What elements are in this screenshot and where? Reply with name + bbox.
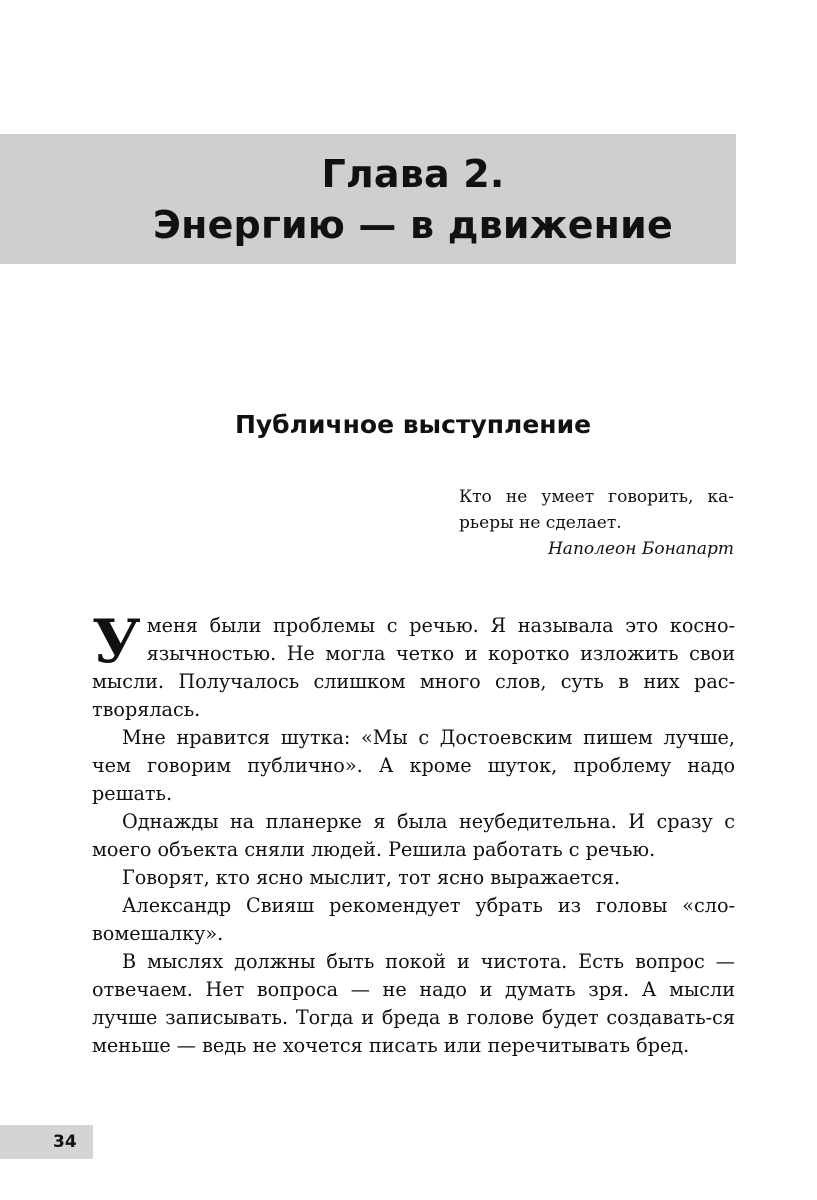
paragraph-1 xyxy=(92,607,735,724)
drop-cap: У xyxy=(92,607,141,677)
section-title: Публичное выступление xyxy=(234,410,592,439)
epigraph xyxy=(459,484,734,562)
page-number-tab xyxy=(0,1125,93,1159)
chapter-heading-band xyxy=(0,134,736,264)
paragraph-5: Александр Свияш рекомендует убрать из головы «сло-вомешалку». xyxy=(92,894,735,945)
page-number: 34 xyxy=(53,1132,77,1152)
paragraph-2: Мне нравится шутка: «Мы с Достоевским пишем лучше, чем говорим публично». А кроме шуток, проблему надо решать. xyxy=(92,726,735,805)
epigraph-quote: Кто не умеет говорить, ка-рьеры не сделает. xyxy=(459,487,734,533)
paragraph-6: В мыслях должны быть покой и чистота. Есть вопрос — отвечаем. Нет вопроса — не надо и думать зря. А мысли лучше записывать. Тогда и бреда в голове будет создавать-ся меньше — ведь не хочется писать или перечитывать бред. xyxy=(92,950,735,1057)
body-text xyxy=(92,607,735,1060)
chapter-number: Глава 2. xyxy=(321,152,505,196)
chapter-title: Энергию — в движение xyxy=(153,203,673,247)
paragraph-4: Говорят, кто ясно мыслит, тот ясно выражается. xyxy=(122,866,621,889)
epigraph-author: Наполеон Бонапарт xyxy=(547,539,734,559)
paragraph-3: Однажды на планерке я была неубедительна. И сразу с моего объекта сняли людей. Решила работать с речью. xyxy=(92,810,735,861)
paragraph-1-text: меня были проблемы с речью. Я называла это косно-язычностью. Не могла четко и коротко изложить свои мысли. Получалось слишком много слов, суть в них рас-творялась. xyxy=(92,614,735,721)
